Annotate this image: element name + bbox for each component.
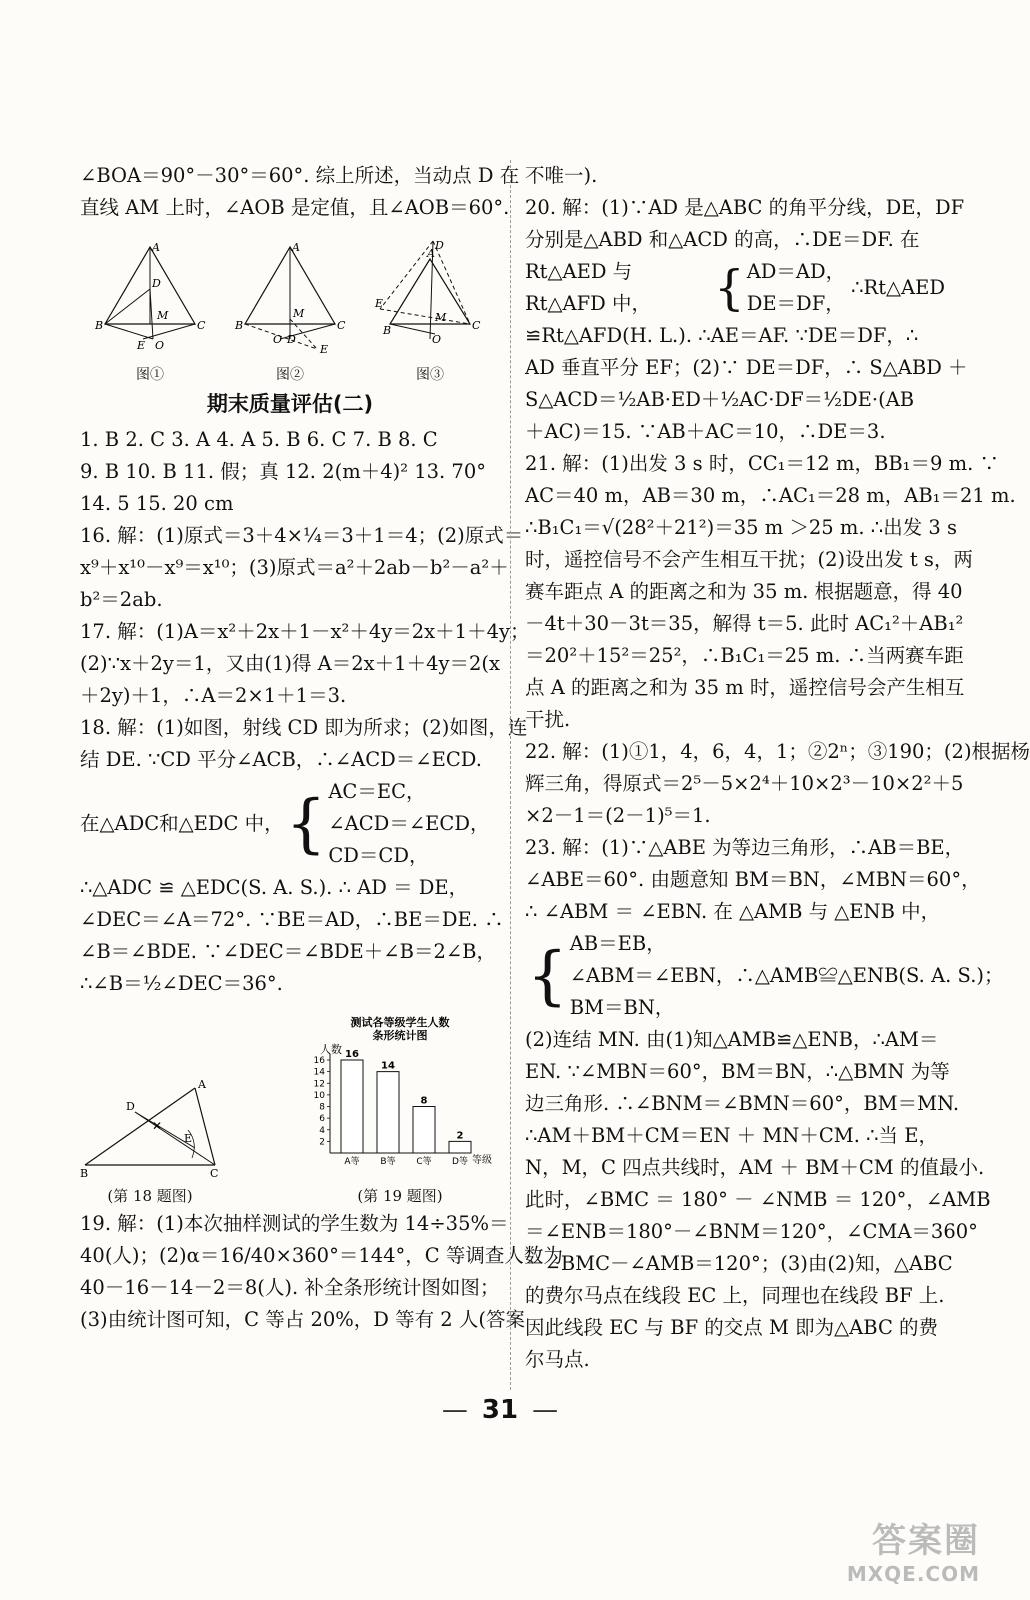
text-line: N，M，C 四点共线时，AM ＋ BM＋CM 的值最小. <box>525 1156 985 1179</box>
svg-text:C: C <box>210 1167 219 1180</box>
q18-system <box>80 776 500 872</box>
text-line: ∠ABE＝60°. 由题意知 BM＝BN，∠MBN＝60°， <box>525 868 981 891</box>
svg-text:M: M <box>157 309 169 322</box>
q20-system <box>525 256 945 320</box>
text-line: (2)连结 MN. 由(1)知△AMB≌△ENB，∴AM＝ <box>525 1028 939 1051</box>
text-line: 辉三角，得原式＝2⁵－5×2⁴＋10×2³－10×2²＋5 <box>525 772 964 795</box>
bar-3 <box>449 1141 471 1153</box>
text-line: (2)∵x＋2y＝1，又由(1)得 A＝2x＋1＋4y＝2(x <box>80 652 501 675</box>
figure-1-diagram <box>95 239 205 364</box>
svg-text:E: E <box>137 339 146 352</box>
y-tick-label: 12 <box>313 1079 325 1090</box>
svg-text:E: E <box>375 297 384 310</box>
brace-glyph: { <box>285 787 327 861</box>
svg-text:C: C <box>197 319 206 332</box>
brace-line: AB＝EB， <box>569 932 666 955</box>
text-line: ＝20²＋15²＝25²，∴B₁C₁＝25 m. ∴当两赛车距 <box>525 644 964 667</box>
text-line: 赛车距点 A 的距离之和为 35 m. 根据题意，得 40 <box>525 580 963 603</box>
text-line: 时，遥控信号不会产生相互干扰；(2)设出发 t s，两 <box>525 548 973 571</box>
q20-brace-suffix: ∴Rt△AED <box>851 276 945 299</box>
page-number: — 31 — <box>441 1395 559 1425</box>
text-line: 23. 解：(1)∵△ABE 为等边三角形，∴AB＝BE， <box>525 836 965 859</box>
chart-subtitle: 条形统计图 <box>372 1029 428 1042</box>
text-line: ∴ ∠ABM ＝ ∠EBN. 在 △AMB 与 △ENB 中， <box>525 900 941 923</box>
figure-2 <box>235 239 345 384</box>
svg-text:C: C <box>337 319 346 332</box>
figure-row-123 <box>80 224 500 384</box>
y-tick-label: 2 <box>319 1137 325 1148</box>
text-line: 18. 解：(1)如图，射线 CD 即为所求；(2)如图，连 <box>80 716 528 739</box>
text-line: ∴B₁C₁＝√(28²＋21²)＝35 m ＞25 m. ∴出发 3 s <box>525 516 958 539</box>
question-16 <box>80 520 524 616</box>
text-line: 16. 解：(1)原式＝3＋4×¼＝3＋1＝4；(2)原式＝ <box>80 524 524 547</box>
question-18-rest <box>80 872 504 1000</box>
text-line: 尔马点. <box>525 1348 590 1371</box>
brace-line: ∠ABM＝∠EBN，∴△AMB≌△ENB(S. A. S.)； <box>569 964 1004 987</box>
text-line: 此时，∠BMC ＝ 180° － ∠NMB ＝ 120°，∠AMB <box>525 1188 991 1211</box>
svg-text:A: A <box>292 241 300 254</box>
y-tick-label: 14 <box>313 1067 325 1078</box>
svg-text:O: O <box>432 333 442 346</box>
svg-text:E: E <box>184 1132 193 1145</box>
bar-value-label: 16 <box>345 1049 359 1060</box>
watermark-bottom: MXQE.COM <box>846 1562 980 1586</box>
chart-title: 测试各等级学生人数 <box>350 1016 450 1029</box>
question-20-rest <box>525 320 968 448</box>
question-22 <box>525 736 1030 832</box>
text-line: AC＝40 m，AB＝30 m，∴AC₁＝28 m，AB₁＝21 m. <box>525 484 1016 507</box>
answer-line: 1. B 2. C 3. A 4. A 5. B 6. C 7. B 8. C <box>80 428 438 451</box>
q20-brace-lines <box>747 256 845 320</box>
svg-text:✕: ✕ <box>152 1119 163 1133</box>
answer-list <box>80 424 500 520</box>
figure-18-caption: (第 18 题图) <box>107 1187 193 1205</box>
answer-line: 14. 5 15. 20 cm <box>80 492 234 515</box>
bar-value-label: 8 <box>420 1095 428 1107</box>
text-line: ×2－1＝(2－1)⁵＝1. <box>525 804 711 827</box>
figure-pair-18-19 <box>80 1006 500 1206</box>
text-line: ∠B＝∠BDE. ∵∠DEC＝∠BDE＋∠B＝2∠B， <box>80 940 497 963</box>
text-line: 干扰. <box>525 708 571 731</box>
bar-value-label: 14 <box>381 1060 395 1072</box>
q18-brace-prefix: 在△ADC和△EDC 中， <box>80 812 284 835</box>
svg-text:E: E <box>320 343 329 356</box>
svg-text:A: A <box>152 241 160 254</box>
bar-2 <box>413 1107 435 1154</box>
question-23-rest <box>525 1024 991 1376</box>
right-column <box>525 160 1030 1376</box>
figure-19-caption: (第 19 题图) <box>357 1187 443 1205</box>
text-line: 不唯一). <box>525 164 598 187</box>
brace-line: CD＝CD， <box>328 844 429 867</box>
bar-chart <box>300 1015 500 1180</box>
svg-text:D: D <box>152 277 161 290</box>
category-label: A等 <box>344 1157 360 1167</box>
chart-ylabel: 人数 <box>320 1043 342 1056</box>
text-line: 20. 解：(1)∵AD 是△ABC 的角平分线，DE，DF <box>525 196 965 219</box>
svg-text:A: A <box>198 1078 206 1091</box>
y-tick-label: 10 <box>313 1090 325 1101</box>
text-line: ＝∠ENB＝180°－∠BNM＝120°，∠CMA＝360° <box>525 1220 978 1243</box>
text-line: 22. 解：(1)①1，4，6，4，1；②2ⁿ；③190；(2)根据杨 <box>525 740 1030 763</box>
text-line: ∴AM＋BM＋CM＝EN ＋ MN＋CM. ∴当 E， <box>525 1124 938 1147</box>
text-line: ＋2y)＋1，∴A＝2×1＋1＝3. <box>80 684 347 707</box>
y-tick-label: 4 <box>319 1125 325 1136</box>
text-line: S△ACD＝½AB·ED＋½AC·DF＝½DE·(AB <box>525 388 915 411</box>
figure-18 <box>80 1070 220 1206</box>
q23-brace-lines <box>570 928 1004 1024</box>
chart-xlabel: 等级 <box>472 1155 492 1166</box>
svg-text:O: O <box>155 339 165 352</box>
section-title: 期末质量评估(二) <box>206 392 374 416</box>
watermark-logo <box>847 1513 980 1586</box>
text-line: ∴△ADC ≌ △EDC(S. A. S.). ∴ AD ＝ DE， <box>80 876 469 899</box>
figure-2-caption: 图② <box>276 367 304 383</box>
text-line: 分别是△ABD 和△ACD 的高，∴DE＝DF. 在 <box>525 228 920 251</box>
bar-1 <box>377 1072 399 1153</box>
brace-line: ∠ACD＝∠ECD， <box>328 812 490 835</box>
category-label: D等 <box>452 1157 468 1167</box>
question-19 <box>80 1208 563 1336</box>
figure-3-caption: 图③ <box>416 367 444 383</box>
text-line: x⁹＋x¹⁰－x⁹＝x¹⁰；(3)原式＝a²＋2ab－b²－a²＋ <box>80 556 509 579</box>
figure-19 <box>300 1015 500 1206</box>
q23-system <box>525 928 1004 1024</box>
answer-line: 9. B 10. B 11. 假；真 12. 2(m＋4)² 13. 70° <box>80 460 486 483</box>
text-line: EN. ∵∠MBN＝60°，BM＝BN，∴△BMN 为等 <box>525 1060 950 1083</box>
text-line: 直线 AM 上时，∠AOB 是定值，且∠AOB＝60°. <box>80 196 510 219</box>
question-23 <box>525 832 981 928</box>
svg-text:B: B <box>235 319 244 332</box>
text-line: ∠BOA＝90°－30°＝60°. 综上所述，当动点 D 在 <box>80 164 520 187</box>
svg-text:A: A <box>427 247 435 260</box>
y-tick-label: 16 <box>313 1056 325 1066</box>
watermark-top: 答案圈 <box>872 1521 980 1561</box>
y-tick-label: 8 <box>319 1102 325 1113</box>
brace-glyph: { <box>527 939 568 1013</box>
text-line: 21. 解：(1)出发 3 s 时，CC₁＝12 m，BB₁＝9 m. ∵ <box>525 452 999 475</box>
brace-line: AC＝EC， <box>328 780 426 803</box>
bar-value-label: 2 <box>456 1130 464 1142</box>
svg-text:B: B <box>80 1167 89 1180</box>
text-line: ≌Rt△AFD(H. L.). ∴AE＝AF. ∵DE＝DF，∴ <box>525 324 919 347</box>
intro-text <box>80 160 520 224</box>
svg-text:B: B <box>95 319 104 332</box>
svg-text:D: D <box>126 1100 135 1113</box>
brace-line: AD＝AD， <box>746 260 846 283</box>
figure-3 <box>375 239 485 384</box>
figure-3-diagram <box>375 239 485 364</box>
svg-text:M: M <box>435 311 447 324</box>
question-20-start <box>525 160 965 256</box>
text-line: (3)由统计图可知，C 等占 20%，D 等有 2 人(答案 <box>80 1308 526 1331</box>
text-line: 结 DE. ∵CD 平分∠ACB，∴∠ACD＝∠ECD. <box>80 748 482 771</box>
question-17 <box>80 616 530 712</box>
figure-1-caption: 图① <box>136 367 164 383</box>
figure-1 <box>95 239 205 384</box>
text-line: 17. 解：(1)A＝x²＋2x＋1－x²＋4y＝2x＋1＋4y； <box>80 620 530 643</box>
svg-text:B: B <box>383 324 392 337</box>
text-line: ∠DEC＝∠A＝72°. ∵BE＝AD，∴BE＝DE. ∴ <box>80 908 504 931</box>
bar-0 <box>341 1060 363 1153</box>
text-line: 点 A 的距离之和为 35 m 时，遥控信号会产生相互 <box>525 676 965 699</box>
column-divider <box>510 160 512 1390</box>
question-18 <box>80 712 528 776</box>
brace-line: DE＝DF， <box>746 292 845 315</box>
text-line: 19. 解：(1)本次抽样测试的学生数为 14÷35%＝ <box>80 1212 509 1235</box>
text-line: ＋AC)＝15. ∵AB＋AC＝10，∴DE＝3. <box>525 420 886 443</box>
text-line: AD 垂直平分 EF；(2)∵ DE＝DF，∴ S△ABD ＋ <box>525 356 968 379</box>
page-number-value: 31 <box>481 1395 519 1425</box>
text-line: b²＝2ab. <box>80 588 163 611</box>
brace-line: BM＝BN， <box>569 996 675 1019</box>
text-line: 的费尔马点在线段 EC 上，同理也在线段 BF 上. <box>525 1284 945 1307</box>
category-label: B等 <box>380 1157 396 1167</box>
q18-brace-lines <box>328 776 489 872</box>
svg-text:C: C <box>472 319 481 332</box>
figure-2-diagram <box>235 239 345 364</box>
text-line: 因此线段 EC 与 BF 的交点 M 即为△ABC 的费 <box>525 1316 939 1339</box>
question-21 <box>525 448 1016 736</box>
svg-text:M: M <box>293 307 305 320</box>
brace-glyph: { <box>714 260 745 316</box>
category-label: C等 <box>416 1157 432 1167</box>
text-line: 40(人)；(2)α＝16/40×360°＝144°，C 等调查人数为 <box>80 1244 563 1267</box>
y-tick-label: 6 <box>319 1114 325 1125</box>
text-line: －∠BMC－∠AMB＝120°；(3)由(2)知，△ABC <box>525 1252 953 1275</box>
svg-text:D: D <box>435 239 444 252</box>
q20-brace-prefix: Rt△AED 与 Rt△AFD 中， <box>525 260 651 315</box>
text-line: －4t＋30－3t＝35，解得 t＝5. 此时 AC₁²＋AB₁² <box>525 612 964 635</box>
svg-text:D: D <box>287 333 296 346</box>
svg-text:O: O <box>273 333 283 346</box>
text-line: 40－16－14－2＝8(人). 补全条形统计图如图； <box>80 1276 500 1299</box>
text-line: ∴∠B＝½∠DEC＝36°. <box>80 972 283 995</box>
text-line: 边三角形. ∴∠BNM＝∠BMN＝60°，BM＝MN. <box>525 1092 960 1115</box>
figure-18-diagram <box>80 1070 220 1180</box>
